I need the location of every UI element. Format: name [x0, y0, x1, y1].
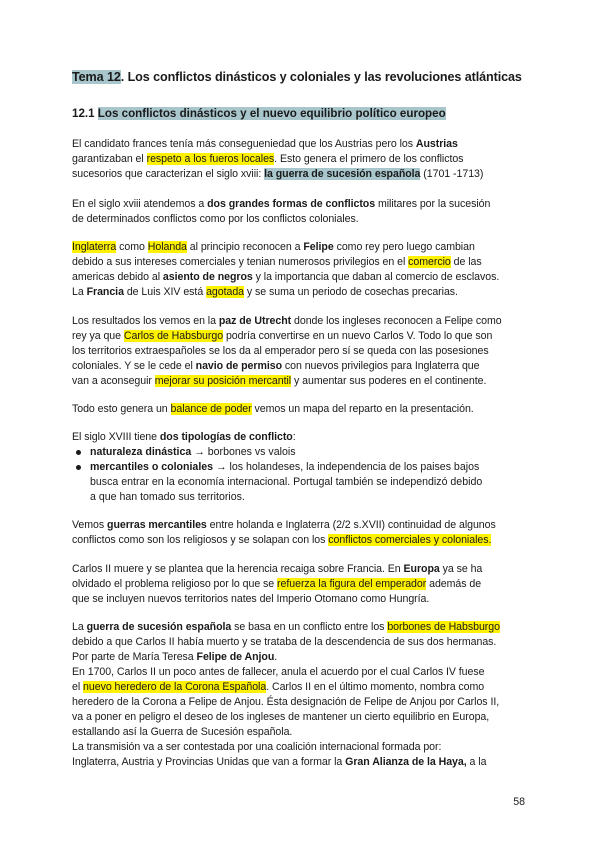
page-title: Tema 12. Los conflictos dinásticos y coloniales y las revoluciones atlánticas [72, 70, 522, 84]
paragraph-1: El candidato frances tenía más consegueniedad que los Austrias pero los Austrias garantizaban el respeto a los fueros locales. Esto genera el primero de los conflictos sucesorios que caracterizan el siglo xviii: la guerra de sucesión española (1701 -1713) [72, 138, 484, 180]
list-item: naturaleza dinástica → borbones vs valois [72, 445, 532, 460]
paragraph-7: Vemos guerras mercantiles entre holanda e Inglaterra (2/2 s.XVII) continuidad de algunos conflictos como son los religiosos y se solapan con los conflictos comerciales y coloniales. [72, 519, 496, 546]
conflict-types-list [72, 445, 532, 505]
page-number: 58 [513, 796, 525, 808]
paragraph-8: Carlos II muere y se plantea que la herencia recaiga sobre Francia. En Europa ya se ha olvidado el problema religioso por lo que se refuerza la figura del emperador además de que se incluyen nuevos territorios nates del Imperio Otomano como Hungría. [72, 563, 483, 605]
paragraph-3: Inglaterra como Holanda al principio reconocen a Felipe como rey pero luego cambian debido a sus intereses comerciales y tenian numerosos privilegios en el comercio de las americas debido al asiento de negros y la importancia que daban al comercio de esclavos. La Francia de Luis XIV está agotada y se suma un periodo de cosechas precarias. [72, 241, 500, 298]
paragraph-2: En el siglo xviii atendemos a dos grandes formas de conflictos militares por la sucesión de determinados conflictos como por los conflictos coloniales. [72, 198, 491, 225]
list-item-continuation: a que han tomado sus territorios. [90, 491, 245, 503]
paragraph-9: La guerra de sucesión española se basa en un conflicto entre los borbones de Habsburgo debido a que Carlos II había muerto y se trataba de la descendencia de sus dos hermanas. Por parte de María Teresa Felipe de Anjou. En 1700, Carlos II un poco antes de fallecer, anula el acuerdo por el cual Carlos IV fuese el nuevo heredero de la Corona Española. Carlos II en el último momento, nombra como heredero de la Corona a Felipe de Anjou. Ésta designación de Felipe de Anjou por Carlos II, va a poner en peligro el deseo de los ingleses de mantener un cierto equilibrio en Europa, estallando así la Guerra de Sucesión española. La transmisión va a ser contestada por una coalición internacional formada por: Inglaterra, Austria y Provincias Unidas que van a formar la Gran Alianza de la Haya, a la [72, 621, 500, 768]
paragraph-5: Todo esto genera un balance de poder vemos un mapa del reparto en la presentación. [72, 403, 474, 415]
paragraph-6: El siglo XVIII tiene dos tipologías de conflicto: [72, 431, 296, 443]
section-heading: 12.1 Los conflictos dinásticos y el nuevo equilibrio político europeo [72, 107, 446, 120]
bullet-icon [76, 465, 81, 470]
bullet-icon [76, 450, 81, 455]
list-item-continuation: busca entrar en la economía internacional. Portugal también se independizó debido [90, 476, 483, 488]
paragraph-4: Los resultados los vemos en la paz de Utrecht donde los ingleses reconocen a Felipe como rey ya que Carlos de Habsburgo podría convertirse en un nuevo Carlos V. Todo lo que son los territorios extraespañoles se los da al emperador pero sí se queda con las posesiones coloniales. Y se le cede el navio de permiso con nuevos privilegios para Inglaterra que van a aconseguir mejorar su posición mercantil y aumentar sus poderes en el continente. [72, 315, 502, 387]
list-item: mercantiles o coloniales → los holandeses, la independencia de los paises bajos [72, 460, 532, 475]
